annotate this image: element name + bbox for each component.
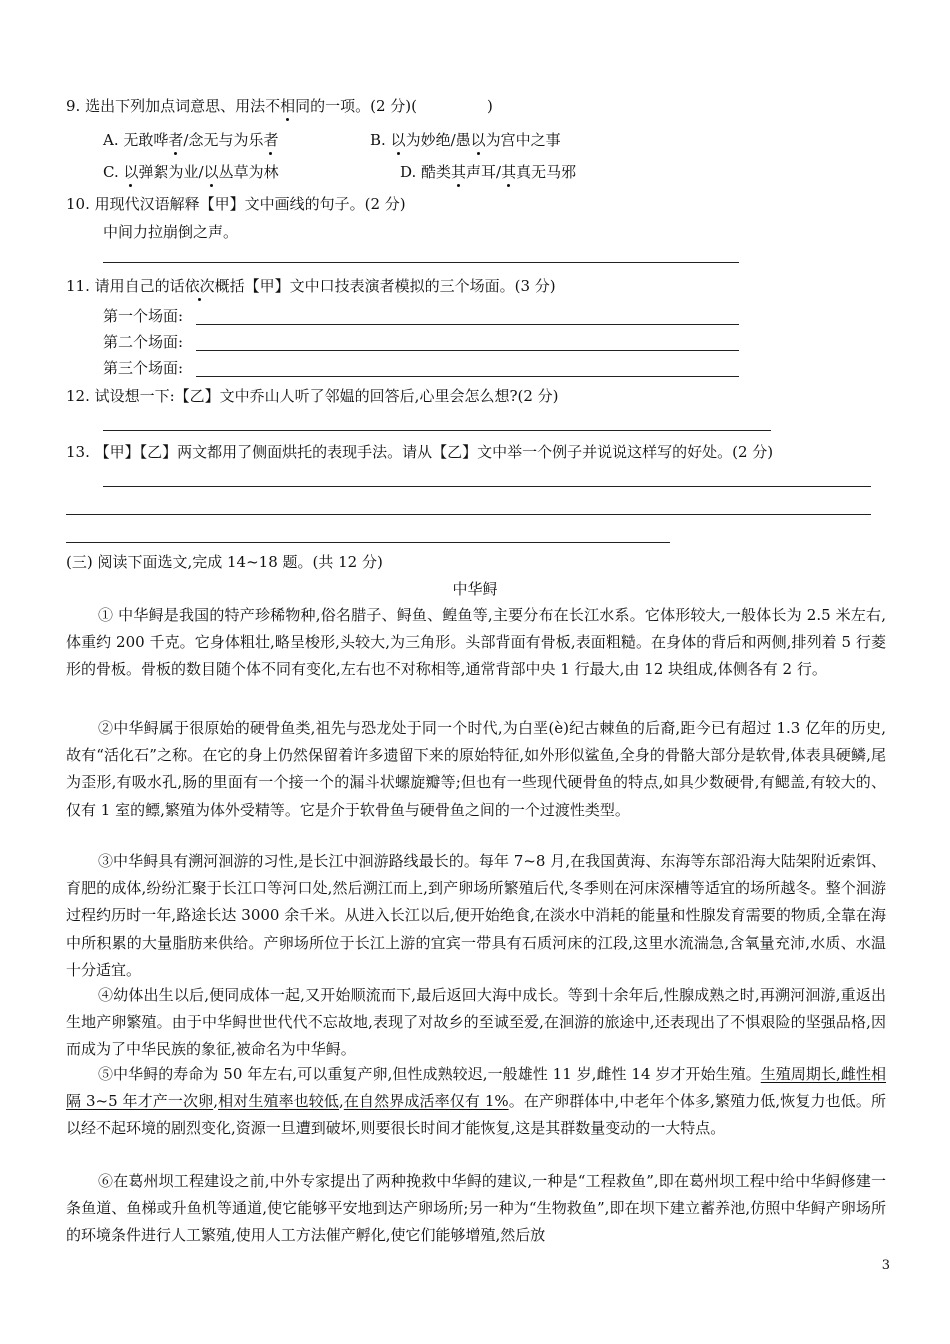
passage-title: 中华鲟 xyxy=(452,580,498,598)
paragraph-4: ④幼体出生以后,便同成体一起,又开始顺流而下,最后返回大海中成长。等到十余年后,性腺成熟之时,再溯河洄游,重返出生地产卵繁殖。由于中华鲟世世代代不忘故地,表现了对故乡的至诚至爱,在洄游的旅途中,还表现出了不惧艰险的坚强品格,因而成为了中华民族的象征,被命名为中华鲟。 xyxy=(66,986,886,1059)
q9-option-a-text2: /念无与为乐 xyxy=(183,131,264,149)
q11-scene2-answer-line[interactable] xyxy=(196,350,739,351)
paragraph-5-text-a: ⑤中华鲟的寿命为 50 年左右,可以重复产卵,但性成熟较迟,一般雄性 11 岁,雌性 14 岁才开始生殖。 xyxy=(98,1065,761,1083)
q9-option-b-text2: 为妙绝/愚 xyxy=(405,131,471,149)
paragraph-2: ②中华鲟属于很原始的硬骨鱼类,祖先与恐龙处于同一个时代,为白垩(è)纪古棘鱼的后裔,距今已有超过 1.3 亿年的历史,故有“活化石”之称。在它的身上仍然保留着许多遗留下来的原始特征,如外形似鲨鱼,全身的骨骼大部分是软骨,体表具硬鳞,尾为歪形,有吸水孔,肠的里面有一个接一个的漏斗状螺旋瓣等;但也有一些现代硬骨鱼的特点,如具少数硬骨,有鳃盖,有较大的、仅有 1 室的鳔,繁殖为体外受精等。它是介于软骨鱼与硬骨鱼之间的一个过渡性类型。 xyxy=(66,719,886,819)
q9-option-c xyxy=(103,162,279,182)
q9-option-b-dot2: 以 xyxy=(470,131,486,149)
q9-option-d-dot2: 其 xyxy=(501,163,517,181)
q9-option-a-dot1: 者 xyxy=(168,131,184,149)
paragraph-5-underline-1: 生殖周期长,雌性相隔 3~5 年才产一次卵 xyxy=(66,1065,886,1111)
paragraph-5-underline-2: 相对生殖率也较低 xyxy=(218,1092,340,1111)
paragraph-5-text-d: 。在产卵群体中,中老年个体多,繁殖力低,恢复力也低。所以经不起环境的剧烈变化,资源一旦遭到破坏,则要很长时间才能恢复,这是其群数量变动的一大特点。 xyxy=(66,1092,886,1138)
q9-option-d-text2: 声耳/ xyxy=(466,163,502,181)
q9-option-d-text: D. 酷类 xyxy=(400,163,452,181)
q11-emphasis-dot: 依次 xyxy=(184,277,215,295)
paragraph-5-underline-3: 在自然界成活率仅有 1% xyxy=(343,1092,509,1111)
q10-answer-line[interactable] xyxy=(103,262,739,263)
paragraph-5-text-c: , xyxy=(339,1092,344,1111)
q9-option-d-text3: 真无马邪 xyxy=(516,163,577,181)
q11-scene3-answer-line[interactable] xyxy=(196,376,739,377)
q9-emphasis-dot: 相 xyxy=(280,97,296,115)
paragraph-6: ⑥在葛州坝工程建设之前,中外专家提出了两种挽救中华鲟的建议,一种是“工程救鱼”,即在葛州坝工程中给中华鲟修建一条鱼道、鱼梯或升鱼机等通道,使它能够平安地到达产卵场所;另一种为“生物救鱼”,即在坝下建立蓄养池,仿照中华鲟产卵场所的环境条件进行人工繁殖,使用人工方法催产孵化,使它们能够增殖,然后放 xyxy=(66,1172,886,1245)
paragraph-1: ① 中华鲟是我国的特产珍稀物种,俗名腊子、鲟鱼、鳇鱼等,主要分布在长江水系。它体形较大,一般体长为 2.5 米左右,体重约 200 千克。它身体粗壮,略呈梭形,头较大,为三角形。头部背面有骨板,表面粗糙。在身体的背后和两侧,排列着 5 行菱形的骨板。骨板的数目随个体不同有变化,左右也不对称相等,通常背部中央 1 行最大,由 12 块组成,体侧各有 2 行。 xyxy=(66,606,886,679)
q9-option-a-text: A. 无敢哗 xyxy=(103,131,169,149)
section3-intro: (三) 阅读下面选文,完成 14~18 题。(共 12 分) xyxy=(66,553,383,571)
q13-answer-line-2[interactable] xyxy=(66,514,871,515)
q11-stem xyxy=(66,276,556,296)
paragraph-5 xyxy=(66,1061,886,1143)
q13-answer-line-3[interactable] xyxy=(66,542,670,543)
q11-scene3-label: 第三个场面: xyxy=(103,359,184,377)
q9-option-b-text3: 为宫中之事 xyxy=(485,131,561,149)
q9-option-c-text: C. xyxy=(103,163,124,181)
q9-stem-text-2: 同的一项。(2 分)( xyxy=(295,97,417,115)
q9-stem-text: 9. 选出下列加点词意思、用法不 xyxy=(66,97,281,115)
q12-stem: 12. 试设想一下:【乙】文中乔山人听了邻媪的回答后,心里会怎么想?(2 分) xyxy=(66,387,559,405)
paragraph-3: ③中华鲟具有溯河洄游的习性,是长江中洄游路线最长的。每年 7~8 月,在我国黄海、东海等东部沿海大陆架附近索饵、育肥的成体,纷纷汇聚于长江口等河口处,然后溯江而上,到产卵场所繁殖后代,冬季则在河床深槽等适宜的场所越冬。整个洄游过程约历时一年,路途长达 3000 余千米。从进入长江以后,便开始绝食,在淡水中消耗的能量和性腺发育需要的物质,全靠在海中所积累的大量脂肪来供给。产卵场所位于长江上游的宜宾一带具有石质河床的江段,这里水流湍急,含氧量充沛,水质、水温十分适宜。 xyxy=(66,852,886,979)
q11-stem-text-2: 概括【甲】文中口技表演者模拟的三个场面。(3 分) xyxy=(214,277,556,295)
q11-scene1-answer-line[interactable] xyxy=(196,324,739,325)
q10-sentence: 中间力拉崩倒之声。 xyxy=(103,223,239,241)
q13-answer-line-1[interactable] xyxy=(103,486,871,487)
q9-option-d xyxy=(400,162,576,182)
q9-option-c-dot1: 以 xyxy=(123,163,139,181)
q9-stem-end: ) xyxy=(486,97,493,115)
q9-option-a xyxy=(103,130,278,150)
q13-stem: 13. 【甲】【乙】两文都用了侧面烘托的表现手法。请从【乙】文中举一个例子并说说这样写的好处。(2 分) xyxy=(66,443,774,461)
q9-option-c-text2: 弹絮为业/ xyxy=(138,163,204,181)
q11-scene1-label: 第一个场面: xyxy=(103,307,184,325)
q9-option-b xyxy=(370,130,561,150)
q9-option-d-dot1: 其 xyxy=(451,163,467,181)
q9-option-b-text: B. xyxy=(370,131,391,149)
q9-option-b-dot1: 以 xyxy=(390,131,406,149)
q9-option-c-dot2: 以 xyxy=(203,163,219,181)
q10-stem: 10. 用现代汉语解释【甲】文中画线的句子。(2 分) xyxy=(66,195,406,213)
q12-answer-line[interactable] xyxy=(103,430,771,431)
q11-stem-text: 11. 请用自己的话 xyxy=(66,277,185,295)
q9-option-a-dot2: 者 xyxy=(263,131,279,149)
q9-stem xyxy=(66,96,493,116)
q9-option-c-text3: 丛草为林 xyxy=(218,163,279,181)
paragraph-5-text-b: , xyxy=(213,1092,218,1111)
page-number: 3 xyxy=(881,1258,890,1273)
q11-scene2-label: 第二个场面: xyxy=(103,333,184,351)
